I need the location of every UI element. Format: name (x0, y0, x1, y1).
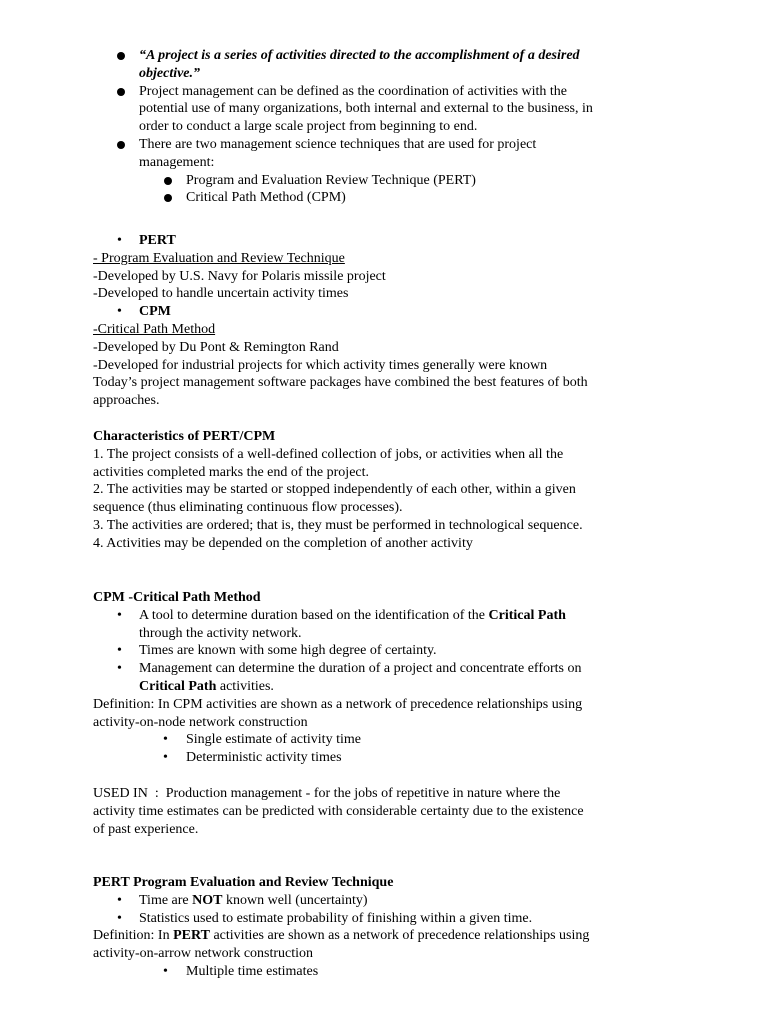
used-in-text: USED IN : Production management - for the jobs of repetitive in nature where the (93, 786, 561, 801)
bullet-icon: • (117, 661, 122, 677)
cpm-bullet-3-cont (0, 678, 768, 696)
cpm-section-heading: CPM -Critical Path Method (93, 590, 261, 605)
pert-bullet-1 (0, 892, 768, 910)
used-in-text: of past experience. (93, 821, 199, 837)
pert-heading-row (0, 232, 768, 250)
characteristic-text: 2. The activities may be started or stopped independently of each other, within a given (93, 482, 576, 498)
pert-bullet-2 (0, 910, 768, 928)
bullet-icon (164, 177, 172, 185)
pert-bullet-text: Statistics used to estimate probability of finishing within a given time. (139, 910, 533, 926)
cpm-bullet-2 (0, 642, 768, 660)
pert-definition: activity-on-arrow network construction (93, 946, 314, 962)
pert-detail: -Developed to handle uncertain activity times (93, 286, 349, 302)
intro-two-techniques (0, 136, 768, 154)
quote-line: “A project is a series of activities directed to the accomplishment of a desired (139, 48, 580, 63)
pert-section-heading: PERT Program Evaluation and Review Technique (93, 875, 394, 890)
text-run: Time are (139, 892, 193, 908)
today-row (0, 374, 768, 392)
pert-sub-1 (0, 963, 768, 981)
pert-definition (93, 927, 589, 945)
intro-quote-cont (0, 65, 768, 83)
pert-cpm-overview (0, 232, 768, 410)
cpm-bullet-text: Times are known with some high degree of certainty. (139, 643, 437, 659)
cpm-section-heading-row (0, 589, 768, 607)
bullet-icon (164, 194, 172, 202)
cpm-bullet-text: Management can determine the duration of a project and concentrate efforts on (139, 661, 582, 677)
used-in-section (0, 785, 768, 838)
cpm-dev-row (0, 357, 768, 375)
intro-section (0, 47, 768, 207)
characteristic-text: 4. Activities may be depended on the completion of another activity (93, 535, 473, 551)
characteristic-row (0, 517, 768, 535)
cpm-full-row (0, 321, 768, 339)
used-in-row (0, 785, 768, 803)
pert-heading: PERT (139, 233, 176, 248)
characteristic-text: activities completed marks the end of the project. (93, 464, 370, 480)
cpm-definition: activity-on-node network construction (93, 714, 308, 730)
pert-definition-row (0, 927, 768, 945)
characteristics-heading: Characteristics of PERT/CPM (93, 429, 276, 444)
characteristic-row (0, 464, 768, 482)
pert-full-row (0, 250, 768, 268)
cpm-bullet-text (139, 607, 566, 625)
pert-section-heading-row (0, 874, 768, 892)
used-in-text: activity time estimates can be predicted with considerable certainty due to the existence (93, 803, 584, 819)
pm-definition-line: Project management can be defined as the coordination of activities with the (139, 83, 568, 99)
cpm-sub-text: Single estimate of activity time (186, 732, 361, 748)
text-run: known well (uncertainty) (222, 892, 368, 908)
today-text: Today’s project management software packages have combined the best features of both (93, 375, 588, 391)
cpm-definition: Definition: In CPM activities are shown as a network of precedence relationships using (93, 696, 583, 712)
intro-pm-cont (0, 118, 768, 136)
pert-sub-text: Multiple time estimates (186, 963, 319, 979)
sub-item-label: Critical Path Method (CPM) (186, 190, 346, 206)
pert-bullet-text (139, 892, 368, 910)
characteristic-row (0, 499, 768, 517)
bold-run: Critical Path (139, 678, 217, 694)
pert-full-name: - Program Evaluation and Review Technique (93, 250, 345, 266)
text-run: Definition: In (93, 928, 174, 944)
text-run: activities are shown as a network of precedence relationships using (209, 928, 590, 944)
bullet-icon: • (163, 732, 168, 748)
pm-definition-line: order to conduct a large scale project from beginning to end. (139, 119, 478, 135)
characteristic-row (0, 535, 768, 553)
sub-item-label: Program and Evaluation Review Technique (PERT) (186, 172, 476, 188)
intro-quote (0, 47, 768, 65)
bullet-icon (117, 88, 125, 96)
text-run: activities. (216, 678, 274, 694)
cpm-heading-row (0, 303, 768, 321)
pm-definition-line: potential use of many organizations, both internal and external to the business, in (139, 101, 593, 117)
bullet-icon: • (163, 963, 168, 979)
cpm-bullet-1 (0, 607, 768, 625)
cpm-detail: -Developed for industrial projects for which activity times generally were known (93, 357, 548, 373)
techniques-line: management: (139, 154, 215, 170)
cpm-definition-row (0, 696, 768, 714)
intro-two-techniques-cont (0, 154, 768, 172)
bullet-icon: • (117, 607, 122, 623)
characteristic-text: 3. The activities are ordered; that is, they must be performed in technological sequence. (93, 517, 583, 533)
cpm-sub-1 (0, 731, 768, 749)
cpm-dev-row (0, 339, 768, 357)
cpm-full-name: -Critical Path Method (93, 321, 216, 337)
quote-line: objective.” (139, 65, 201, 81)
pert-detail: -Developed by U.S. Navy for Polaris missile project (93, 268, 386, 284)
bullet-icon: • (117, 643, 122, 659)
bullet-icon: • (163, 750, 168, 766)
text-run: A tool to determine duration based on the identification of the (139, 607, 489, 623)
cpm-bullet-3 (0, 660, 768, 678)
pert-definition-row (0, 945, 768, 963)
sub-item-cpm (0, 189, 768, 207)
bold-run: Critical Path (488, 607, 566, 623)
bullet-icon: • (117, 233, 122, 248)
used-in-row (0, 803, 768, 821)
characteristic-text: 1. The project consists of a well-defined collection of jobs, or activities when all the (93, 446, 564, 462)
sub-item-pert (0, 172, 768, 190)
characteristic-row (0, 481, 768, 499)
bullet-icon (117, 141, 125, 149)
pert-dev-row (0, 268, 768, 286)
cpm-heading: CPM (139, 304, 171, 320)
characteristic-text: sequence (thus eliminating continuous flow processes). (93, 500, 403, 516)
cpm-sub-text: Deterministic activity times (186, 750, 342, 766)
cpm-definition-row (0, 714, 768, 732)
characteristic-row (0, 446, 768, 464)
bullet-icon: • (117, 304, 122, 320)
cpm-bullet-text: through the activity network. (139, 625, 302, 641)
cpm-sub-2 (0, 749, 768, 767)
techniques-line: There are two management science techniques that are used for project (139, 136, 537, 152)
intro-pm-cont (0, 100, 768, 118)
today-text: approaches. (93, 393, 160, 409)
cpm-bullet-text (139, 678, 274, 696)
bullet-icon (117, 52, 125, 60)
bold-run: NOT (192, 892, 223, 908)
cpm-detail: -Developed by Du Pont & Remington Rand (93, 339, 339, 355)
characteristics-heading-row (0, 428, 768, 446)
pert-section (0, 874, 768, 981)
used-in-row (0, 821, 768, 839)
intro-pm (0, 83, 768, 101)
bullet-icon: • (117, 892, 122, 908)
cpm-section (0, 589, 768, 767)
characteristics-section (0, 428, 768, 553)
cpm-bullet-1-cont (0, 625, 768, 643)
bullet-icon: • (117, 910, 122, 926)
bold-run: PERT (173, 928, 210, 944)
pert-dev-row (0, 285, 768, 303)
today-row (0, 392, 768, 410)
